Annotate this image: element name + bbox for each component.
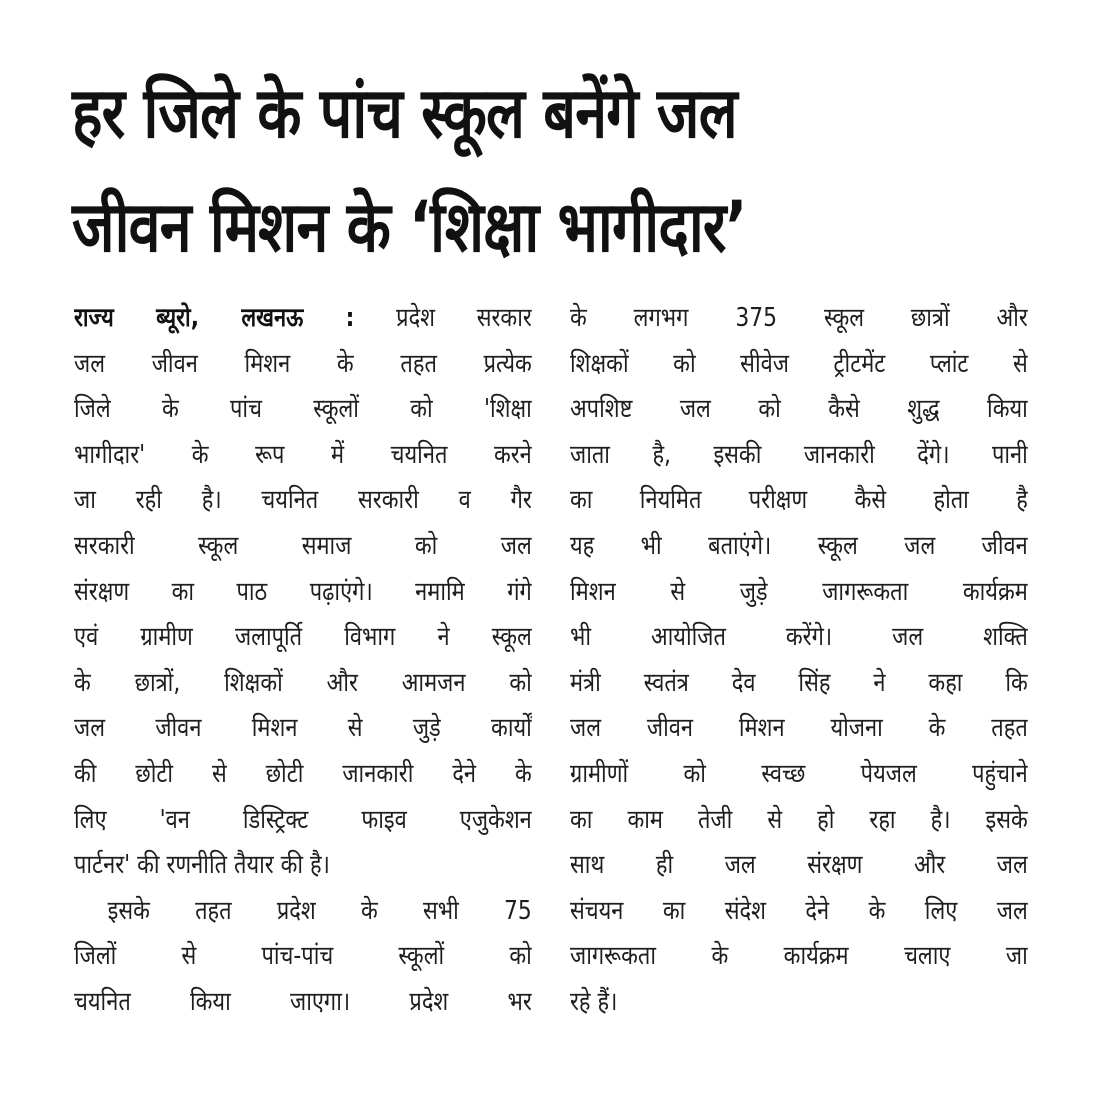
article-line: चयनित किया जाएगा। प्रदेश भर: [74, 986, 532, 1017]
article-line: भी आयोजित करेंगे। जल शक्ति: [570, 622, 1028, 653]
article-line: एवं ग्रामीण जलापूर्ति विभाग ने स्कूल: [74, 622, 532, 653]
article-line: ग्रामीणों को स्वच्छ पेयजल पहुंचाने: [570, 758, 1028, 789]
article-line: इसके तहत प्रदेश के सभी 75: [107, 895, 532, 926]
article-line: जिले के पांच स्कूलों को 'शिक्षा: [74, 394, 532, 425]
headline-line-1: हर जिले के पांच स्कूल बनेंगे जल: [72, 72, 737, 154]
article-line: मिशन से जुड़े जागरूकता कार्यक्रम: [570, 576, 1028, 607]
article-line: के छात्रों, शिक्षकों और आमजन को: [74, 667, 532, 698]
article-text: प्रदेश सरकार: [354, 303, 532, 333]
article-line: लिए 'वन डिस्ट्रिक्ट फाइव एजुकेशन: [74, 804, 532, 835]
article-line: संरक्षण का पाठ पढ़ाएंगे। नमामि गंगे: [74, 576, 532, 607]
headline: [72, 56, 1032, 284]
article-line: भागीदार' के रूप में चयनित करने: [74, 439, 532, 470]
article-line: का काम तेजी से हो रहा है। इसके: [570, 804, 1028, 835]
article-line: साथ ही जल संरक्षण और जल: [570, 850, 1028, 881]
article-line: संचयन का संदेश देने के लिए जल: [570, 895, 1028, 926]
article-line: यह भी बताएंगे। स्कूल जल जीवन: [570, 530, 1028, 561]
article-line: जाता है, इसकी जानकारी देंगे। पानी: [570, 439, 1028, 470]
article-column-left: [74, 296, 532, 1026]
article-line: [74, 296, 532, 342]
article-line: रहे हैं।: [570, 986, 618, 1017]
article-line: का नियमित परीक्षण कैसे होता है: [570, 485, 1028, 516]
article-line: की छोटी से छोटी जानकारी देने के: [74, 758, 532, 789]
article-line: के लगभग 375 स्कूल छात्रों और: [570, 303, 1028, 333]
article-line: पार्टनर' की रणनीति तैयार की है।: [74, 850, 330, 881]
article-line: जल जीवन मिशन के तहत प्रत्येक: [74, 348, 532, 379]
article-line: जल जीवन मिशन योजना के तहत: [570, 713, 1028, 744]
article-column-right: [570, 296, 1028, 1026]
article-line: जिलों से पांच-पांच स्कूलों को: [74, 941, 532, 972]
article-line: जल जीवन मिशन से जुड़े कार्यों: [74, 713, 532, 744]
article-line: सरकारी स्कूल समाज को जल: [74, 530, 532, 561]
article-line: मंत्री स्वतंत्र देव सिंह ने कहा कि: [570, 667, 1028, 698]
dateline: राज्य ब्यूरो, लखनऊ :: [74, 303, 355, 333]
article-line: अपशिष्ट जल को कैसे शुद्ध किया: [570, 394, 1028, 425]
article-line: जा रही है। चयनित सरकारी व गैर: [74, 485, 532, 516]
headline-line-2: जीवन मिशन के ‘शिक्षा भागीदार’: [72, 186, 747, 268]
article-line: जागरूकता के कार्यक्रम चलाए जा: [570, 941, 1028, 972]
article-line: शिक्षकों को सीवेज ट्रीटमेंट प्लांट से: [570, 348, 1028, 379]
